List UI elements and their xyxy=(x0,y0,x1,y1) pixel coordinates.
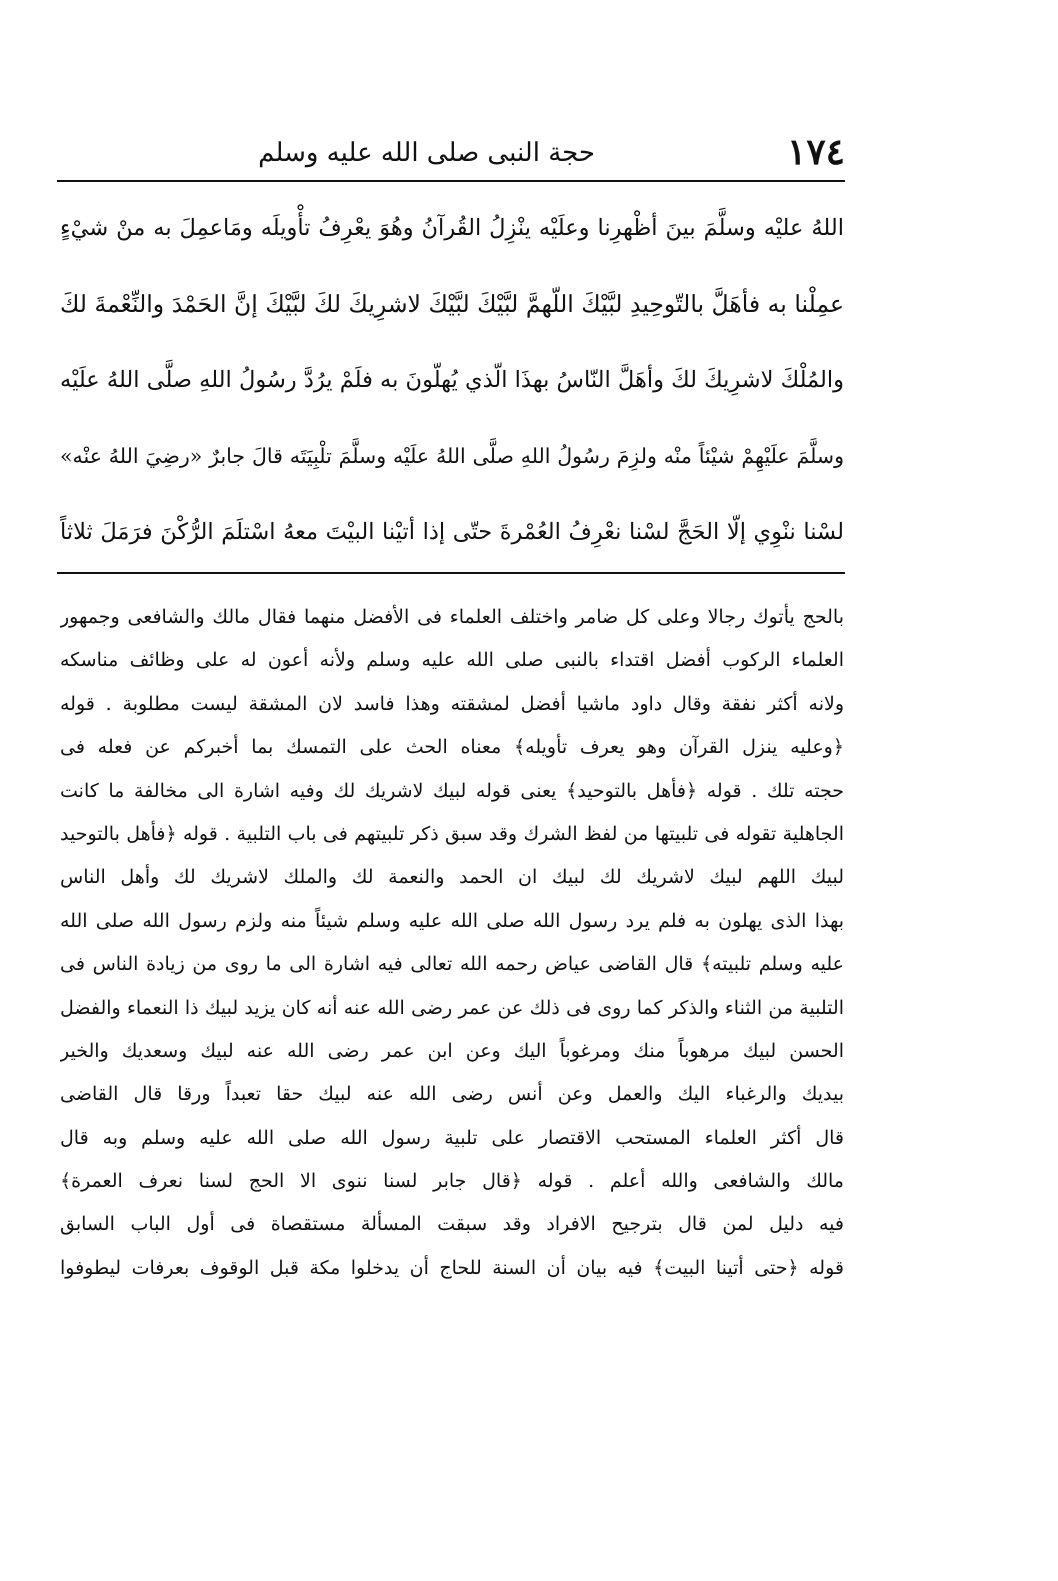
commentary-line: بهذا الذى يهلون به فلم يرد رسول الله صلى الله عليه وسلم شيئاً منه ولزم رسول الله صلى الله xyxy=(60,909,844,932)
hadith-text xyxy=(60,190,844,570)
commentary-line: التلبية من الثناء والذكر كما روى فى ذلك عن عمر رضى الله عنه أنه كان يزيد لبيك ذا النعماء والفضل xyxy=(60,996,844,1019)
commentary-line: فيه دليل لمن قال بترجيح الافراد وقد سبقت المسألة مستقصاة فى أول الباب السابق xyxy=(60,1213,844,1236)
commentary-line: الحسن لبيك مرهوباً منك ومرغوباً اليك وعن ابن عمر رضى الله عنه لبيك وسعديك والخير xyxy=(60,1039,844,1062)
page-header xyxy=(57,128,845,180)
commentary-line: العلماء الركوب أفضل اقتداء بالنبى صلى الله عليه وسلم ولأنه أعون له على وظائف مناسكه xyxy=(60,649,844,672)
hadith-line: والمُلْكَ لاشرِيكَ لكَ وأهَلَّ النّاسُ بهذَا الّذي يُهلّونَ به فلَمْ يرُدَّ رسُولُ اللهِ صلَّى اللهُ علَيْه xyxy=(60,367,844,393)
commentary-line: لبيك اللهم لبيك لاشريك لك لبيك ان الحمد والنعمة لك والملك لاشريك لك وأهل الناس xyxy=(60,866,844,889)
commentary-line: حجته تلك . قوله ﴿فأهل بالتوحيد﴾ يعنى قوله لبيك لاشريك لك وفيه اشارة الى مخالفة ما كانت xyxy=(60,779,844,802)
commentary-line: بيديك والرغباء اليك والعمل وعن أنس رضى الله عنه لبيك حقا تعبداً ورقا قال القاضى xyxy=(60,1083,844,1106)
hadith-line: وسلَّمَ علَيْهِمْ شيْئاً منْه ولزِمَ رسُولُ اللهِ صلَّى اللهُ علَيْه وسلَّمَ تلْبِيَتَه قالَ جابرٌ «رضِيَ اللهُ عنْه» xyxy=(60,444,844,468)
commentary-line: مالك والشافعى والله أعلم . قوله ﴿قال جابر لسنا ننوى الا الحج لسنا نعرف العمرة﴾ xyxy=(60,1170,844,1193)
commentary-text xyxy=(60,596,844,1290)
hadith-line: لسْنا ننْوِي إلّا الحَجَّ لسْنا نعْرِفُ العُمْرةَ حتّى إذا أتيْنا البيْتَ معهُ اسْتلَمَ الرُّكْنَ فرَمَلَ ثلاثاً xyxy=(60,519,844,545)
section-divider xyxy=(57,572,845,574)
header-rule xyxy=(57,180,845,182)
commentary-line: بالحج يأتوك رجالا وعلى كل ضامر واختلف العلماء فى الأفضل منهما فقال مالك والشافعى وجمهور xyxy=(60,606,844,628)
commentary-line: قال أكثر العلماء المستحب الاقتصار على تلبية رسول الله صلى الله عليه وسلم وبه قال xyxy=(60,1126,844,1149)
commentary-line: ولانه أكثر نفقة وقال داود ماشيا أفضل لمشقته وهذا فاسد لان المشقة ليست مطلوبة . قوله xyxy=(60,692,844,715)
hadith-line: عمِلْنا به فأهَلَّ بالتّوحِيدِ لبَّيْكَ اللّهمَّ لبَّيْكَ لبَّيْكَ لاشرِيكَ لكَ لبَّيْكَ إنَّ الحَمْدَ والنِّعْمةَ لكَ xyxy=(60,290,844,318)
running-title: حجة النبى صلى الله عليه وسلم xyxy=(258,138,595,168)
commentary-line: قوله ﴿حتى أتينا البيت﴾ فيه بيان أن السنة للحاج أن يدخلوا مكة قبل الوقوف بعرفات ليطوفوا xyxy=(60,1256,844,1279)
hadith-line: اللهُ عليْه وسلَّمَ بينَ أظْهرِنا وعلَيْه ينْزِلُ القُرآنُ وهُوَ يعْرِفُ تأْويلَه ومَاعمِلَ به منْ شيْءٍ xyxy=(60,215,844,241)
commentary-line: ﴿وعليه ينزل القرآن وهو يعرف تأويله﴾ معناه الحث على التمسك بما أخبركم عن فعله فى xyxy=(60,736,844,759)
page-number: ١٧٤ xyxy=(786,131,845,173)
commentary-line: الجاهلية تقوله فى تلبيتها من لفظ الشرك وقد سبق ذكر تلبيتهم فى باب التلبية . قوله ﴿فأهل بالتوحيد xyxy=(60,822,844,845)
commentary-line: عليه وسلم تلبيته﴾ قال القاضى عياض رحمه الله تعالى فيه اشارة الى ما روى من زيادة الناس فى xyxy=(60,953,844,976)
